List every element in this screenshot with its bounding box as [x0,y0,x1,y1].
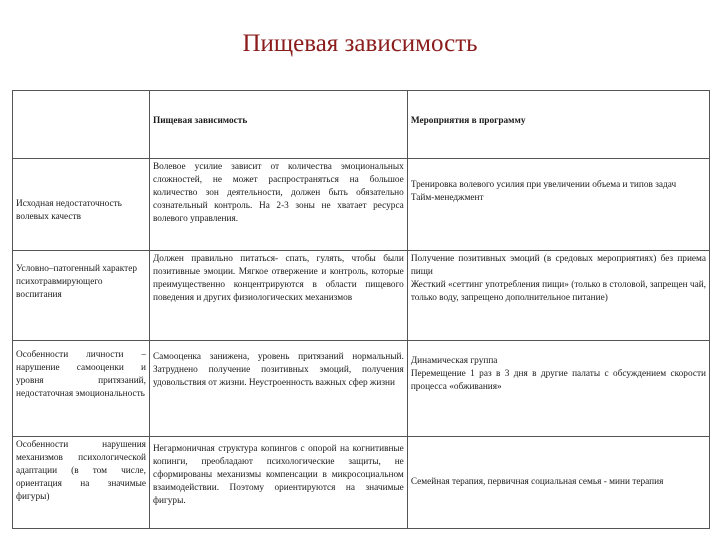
row-activities-cell: Получение позитивных эмоций (в средовых мероприятиях) без приема пищи Жесткий «сеттинг употребления пищи» (только в столовой, запрещен чай, только воду, запрещено дополнительное питание) [407,251,709,341]
table-row [13,437,710,529]
row-factor-cell: Особенности нарушения механизмов психологической адаптации (в том числе, ориентация на значимые фигуры) [13,437,150,529]
row-description-cell: Должен правильно питаться- спать, гулять, чтобы были позитивные эмоции. Мягкое отвержение и контроль, которые преимущественно концентрируются в области пищевого поведения и других физиологических механизмов [149,251,407,341]
row-activities-cell: Динамическая группа Перемещение 1 раз в 3 дня в другие палаты с обсуждением скорости процесса «обживания» [407,341,709,437]
dependency-table [12,90,710,529]
row-description-cell: Негармоничная структура копингов с опорой на когнитивные копинги, преобладают психологические защиты, не сформированы механизмы компенсации в микросоциальном взаимодействии. Поэтому ориентируются на значимые фигуры. [149,437,407,529]
header-empty-cell [13,91,150,159]
row-activities-cell: Тренировка волевого усилия при увеличении объема и типов задач Тайм-менеджмент [407,159,709,251]
table-row [13,159,710,251]
table-header-row [13,91,710,159]
table-row [13,341,710,437]
row-factor-cell: Особенности личности – нарушение самооценки и уровня притязаний, недостаточная эмоциональность [13,341,150,437]
header-program-activities: Мероприятия в программу [407,91,709,159]
row-description-cell: Волевое усилие зависит от количества эмоциональных сложностей, не может распространяться на большое количество зон деятельности, должен быть обязательно сознательный контроль. На 2-3 зоны не хватает ресурса волевого управления. [149,159,407,251]
row-factor-cell: Условно–патогенный характер психотравмирующего воспитания [13,251,150,341]
page-title: Пищевая зависимость [242,30,478,57]
header-food-dependency: Пищевая зависимость [149,91,407,159]
row-activities-cell: Семейная терапия, первичная социальная семья - мини терапия [407,437,709,529]
row-factor-cell: Исходная недостаточность волевых качеств [13,159,150,251]
table-row [13,251,710,341]
row-description-cell: Самооценка занижена, уровень притязаний нормальный. Затруднено получение позитивных эмоций, получения удовольствия от жизни. Неустроенность важных сфер жизни [149,341,407,437]
